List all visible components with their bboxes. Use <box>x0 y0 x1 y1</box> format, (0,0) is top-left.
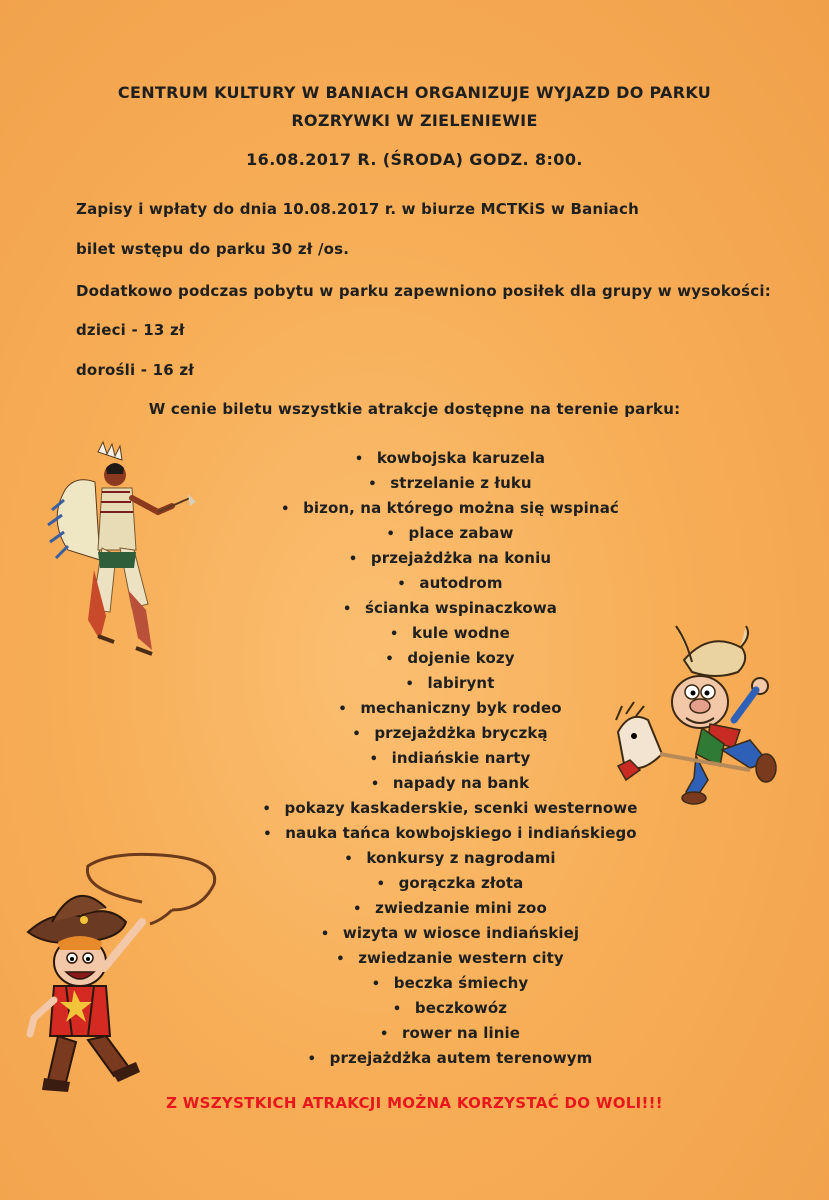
list-item <box>250 671 650 696</box>
meal-info: Dodatkowo podczas pobytu w parku zapewniono posiłek dla grupy w wysokości: <box>76 282 771 300</box>
list-item <box>250 821 650 846</box>
bullet: • <box>376 877 386 892</box>
bullet: • <box>386 527 395 542</box>
list-item <box>250 796 650 821</box>
list-item <box>250 446 650 471</box>
cowboy-hobby-horse-illustration <box>600 620 785 810</box>
bullet: • <box>368 477 377 492</box>
attraction-label: przejażdżka na koniu <box>370 549 552 567</box>
list-item <box>250 1021 650 1046</box>
bullet: • <box>307 1052 317 1067</box>
bullet: • <box>262 802 271 817</box>
children-price: dzieci - 13 zł <box>76 321 185 339</box>
attraction-label: przejażdżka autem terenowym <box>329 1049 593 1067</box>
bullet: • <box>342 602 352 617</box>
attraction-label: dojenie kozy <box>407 649 515 667</box>
list-item <box>250 471 650 496</box>
footer-note: Z WSZYSTKICH ATRAKCJI MOŻNA KORZYSTAĆ DO WOLI!!! <box>166 1094 663 1112</box>
attraction-label: wizyta w wiosce indiańskiej <box>342 924 580 942</box>
attractions-intro: W cenie biletu wszystkie atrakcje dostępne na terenie parku: <box>148 400 681 418</box>
event-date: 16.08.2017 R. (ŚRODA) GODZ. 8:00. <box>246 150 583 169</box>
list-item <box>250 721 650 746</box>
attraction-label: bizon, na którego można się wspinać <box>303 499 619 517</box>
attraction-label: place zabaw <box>408 524 514 542</box>
attraction-label: strzelanie z łuku <box>390 474 532 492</box>
bullet: • <box>336 952 345 967</box>
attraction-label: mechaniczny byk rodeo <box>360 699 562 717</box>
list-item <box>250 646 650 671</box>
list-item <box>250 1046 650 1071</box>
bullet: • <box>281 502 290 517</box>
list-item <box>250 571 650 596</box>
list-item <box>250 596 650 621</box>
list-item <box>250 846 650 871</box>
attraction-label: zwiedzanie mini zoo <box>375 899 547 917</box>
attraction-label: pokazy kaskaderskie, scenki westernowe <box>284 799 638 817</box>
list-item <box>250 946 650 971</box>
registration-info: Zapisy i wpłaty do dnia 10.08.2017 r. w biurze MCTKiS w Baniach <box>76 200 639 218</box>
list-item <box>250 771 650 796</box>
attractions-list <box>250 446 650 1071</box>
list-item <box>250 746 650 771</box>
attraction-label: indiańskie narty <box>391 749 531 767</box>
bullet: • <box>338 702 347 717</box>
bullet: • <box>320 927 330 942</box>
bullet: • <box>370 777 380 792</box>
bullet: • <box>348 552 358 567</box>
attraction-label: nauka tańca kowbojskiego i indiańskiego <box>285 824 637 842</box>
attraction-label: kule wodne <box>412 624 510 642</box>
bullet: • <box>371 977 381 992</box>
bullet: • <box>344 852 353 867</box>
attraction-label: konkursy z nagrodami <box>366 849 556 867</box>
bullet: • <box>379 1027 389 1042</box>
list-item <box>250 996 650 1021</box>
list-item <box>250 696 650 721</box>
list-item <box>250 546 650 571</box>
list-item <box>250 521 650 546</box>
list-item <box>250 896 650 921</box>
list-item <box>250 621 650 646</box>
bullet: • <box>263 827 272 842</box>
list-item <box>250 496 650 521</box>
list-item <box>250 871 650 896</box>
attraction-label: beczkowóz <box>414 999 508 1017</box>
bullet: • <box>405 677 414 692</box>
attraction-label: napady na bank <box>392 774 530 792</box>
title-line-1: CENTRUM KULTURY W BANIACH ORGANIZUJE WYJAZD DO PARKU <box>117 83 712 102</box>
ticket-price: bilet wstępu do parku 30 zł /os. <box>76 240 350 258</box>
attraction-label: labirynt <box>427 674 495 692</box>
attraction-label: ścianka wspinaczkowa <box>364 599 558 617</box>
bullet: • <box>397 577 406 592</box>
attraction-label: gorączka złota <box>398 874 524 892</box>
title-line-2: ROZRYWKI W ZIELENIEWIE <box>291 111 538 130</box>
bullet: • <box>390 627 399 642</box>
attraction-label: kowbojska karuzela <box>376 449 546 467</box>
attraction-label: autodrom <box>419 574 503 592</box>
bullet: • <box>354 452 364 467</box>
bullet: • <box>392 1002 402 1017</box>
bullet: • <box>352 727 361 742</box>
adults-price: dorośli - 16 zł <box>76 361 195 379</box>
bullet: • <box>369 752 379 767</box>
bullet: • <box>385 652 394 667</box>
attraction-label: zwiedzanie western city <box>358 949 564 967</box>
attraction-label: beczka śmiechy <box>393 974 529 992</box>
indian-dancer-illustration <box>40 440 210 660</box>
cowboy-lasso-illustration <box>22 850 222 1095</box>
list-item <box>250 921 650 946</box>
attraction-label: przejażdżka bryczką <box>374 724 548 742</box>
list-item <box>250 971 650 996</box>
bullet: • <box>353 902 362 917</box>
attraction-label: rower na linie <box>401 1024 521 1042</box>
